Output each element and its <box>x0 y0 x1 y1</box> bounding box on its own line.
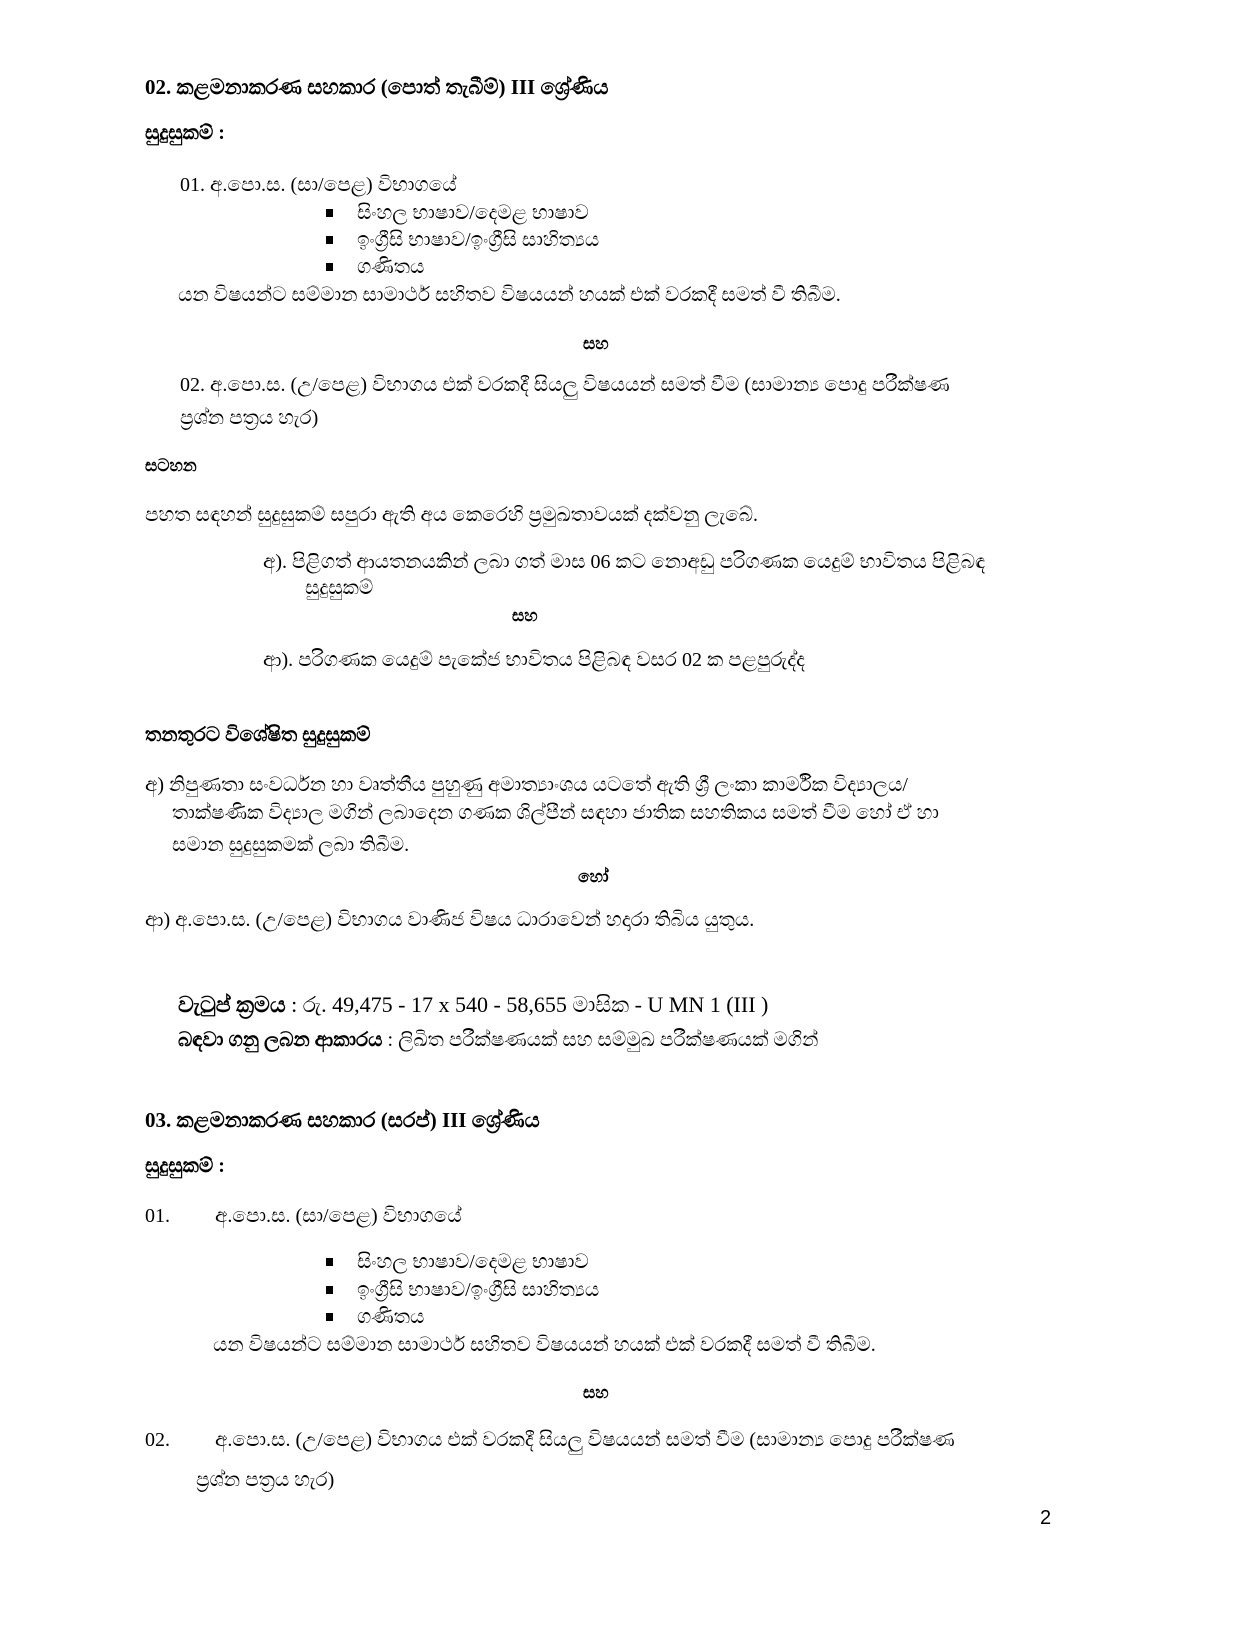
recruitment-value: : ලිඛිත පරීක්ෂණයක් සහ සම්මුඛ පරීක්ෂණයක් මගින් <box>387 1029 819 1051</box>
item-text: අ.පො.ස. (උ/පෙළ) විභාගය එක් වරකදී සියලු විෂයයන් සමත් වීම (සාමාන්‍ය පොදු පරීක්ෂණ <box>210 374 950 396</box>
item-2-line-2: ප්‍රශ්න පත්‍රය හැර) <box>196 1469 335 1491</box>
and-label: සහ <box>583 334 609 353</box>
bullet-item: ගණිතය <box>357 256 425 278</box>
section-03-title: 03. කළමනාකරණ සහකාර (සරප්) III ශ්‍රේණිය <box>145 1108 540 1132</box>
item-1 <box>180 171 457 199</box>
item-number: 02. <box>180 374 205 396</box>
item-2-line-2: ප්‍රශ්න පත්‍රය හැර) <box>180 407 319 429</box>
or-label: හෝ <box>578 867 609 886</box>
note-a: අ). පිළිගත් ආයතනයකින් ලබා ගත් මාස 06 කට නොඅඩු පරිගණක යෙදුම් භාවිතය පිළිබඳ <box>263 551 986 573</box>
bullet-icon <box>326 209 333 217</box>
item-1-tail: යන විෂයන්ට සම්මාන සාමාර්ථ සහිතව විෂයයන් හයක් එක් වරකදී සමත් වී තිබීම. <box>178 284 841 306</box>
salary-value: : රු. 49,475 - 17 x 540 - 58,655 මාසික - U MN 1 (III ) <box>291 992 769 1017</box>
item-number: 02. <box>145 1429 170 1451</box>
qualifications-label: සුදුසුකම් : <box>145 122 225 144</box>
special-aa: ආ) අ.පො.ස. (උ/පෙළ) විභාගය වාණිජ විෂය ධාරාවෙන් හදාරා තිබිය යුතුය. <box>145 909 755 931</box>
note-aa: ආ). පරිගණක යෙදුම් පැකේජ භාවිතය පිළිබඳ වසර 02 ක පළපුරුද්ද <box>263 649 806 671</box>
item-text: අ.පො.ස. (උ/පෙළ) විභාගය එක් වරකදී සියලු විෂයයන් සමත් වීම (සාමාන්‍ය පොදු පරීක්ෂණ <box>215 1429 955 1451</box>
bullet-item: සිංහල භාෂාව/දෙමළ භාෂාව <box>357 1251 589 1273</box>
bullet-item: සිංහල භාෂාව/දෙමළ භාෂාව <box>357 202 589 224</box>
special-a-line-1: අ) නිපුණතා සංවර්ධන හා වෘත්තීය පුහුණු අමාත්‍යාංශය යටතේ ඇති ශ්‍රී ලංකා කාර්මික විද්‍යාලය/ <box>145 774 908 796</box>
recruitment-label: බඳවා ගනු ලබන ආකාරය <box>178 1029 383 1051</box>
bullet-item: ඉංග්‍රීසි භාෂාව/ඉංග්‍රීසි සාහිත්‍යය <box>357 229 600 251</box>
recruitment-method <box>178 1026 818 1054</box>
salary-scale <box>178 991 768 1019</box>
bullet-item: ඉංග්‍රීසි භාෂාව/ඉංග්‍රීසි සාහිත්‍යය <box>357 1279 600 1301</box>
bullet-icon <box>326 1258 333 1266</box>
item-1-tail: යන විෂයන්ට සම්මාන සාමාර්ථ සහිතව විෂයයන් හයක් එක් වරකදී සමත් වී තිබීම. <box>213 1334 876 1356</box>
bullet-icon <box>326 263 333 271</box>
note-label: සටහන <box>145 456 197 475</box>
item-number: 01. <box>145 1205 170 1227</box>
salary-label: වැටුප් ක්‍රමය <box>178 992 286 1017</box>
note-a-line-2: සුදුසුකම් <box>305 577 374 599</box>
note-text: පහත සඳහන් සුදුසුකම් සපුරා ඇති අය කෙරෙහි ප්‍රමුඛතාවයක් දක්වනු ලැබේ. <box>145 504 759 526</box>
page-number: 2 <box>1040 1507 1052 1529</box>
qualifications-label: සුදුසුකම් : <box>145 1155 225 1177</box>
item-text: අ.පො.ස. (සා/පෙළ) විභාගයේ <box>210 174 457 196</box>
special-a-line-3: සමාන සුදුසුකමක් ලබා තිබීම. <box>172 834 410 856</box>
and-label: සහ <box>583 1383 609 1402</box>
and-label: සහ <box>512 606 538 625</box>
special-qualifications-label: තනතුරට විශේෂිත සුදුසුකම් <box>145 724 371 746</box>
special-a-line-2: තාක්ෂණික විද්‍යාල මගින් ලබාදෙන ගණක ශිල්පීන් සඳහා ජාතික සහතිකය සමත් වීම හෝ ඒ හා <box>172 802 939 824</box>
item-2 <box>180 371 950 399</box>
bullet-icon <box>326 1313 333 1321</box>
bullet-icon <box>326 1286 333 1294</box>
bullet-item: ගණිතය <box>357 1306 425 1328</box>
item-number: 01. <box>180 174 205 196</box>
bullet-icon <box>326 236 333 244</box>
item-text: අ.පො.ස. (සා/පෙළ) විභාගයේ <box>215 1205 462 1227</box>
section-02-title: 02. කළමනාකරණ සහකාර (පොත් තැබීම්) III ශ්‍රේණිය <box>145 75 609 99</box>
